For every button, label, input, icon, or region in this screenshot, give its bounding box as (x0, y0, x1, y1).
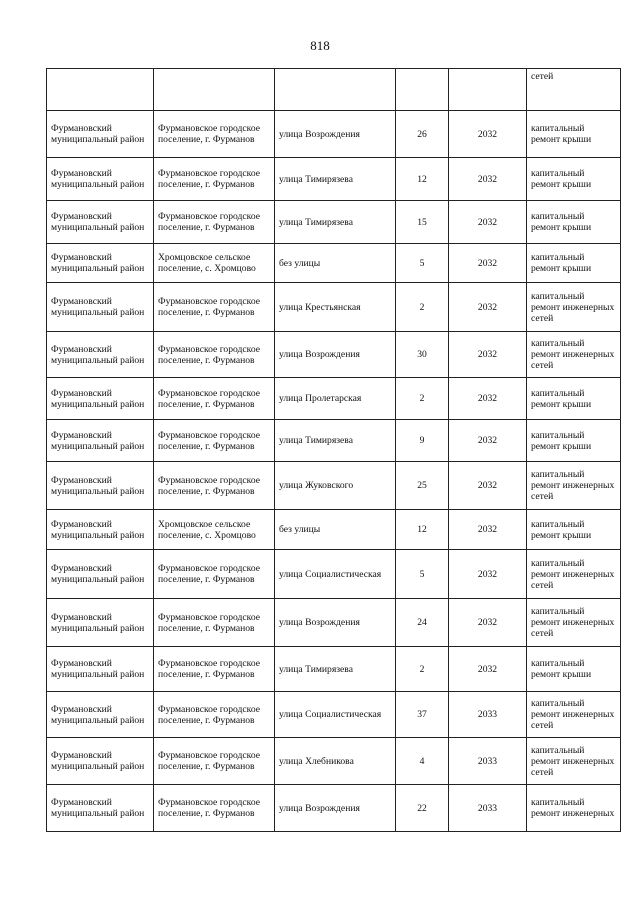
cell-work: капитальный ремонт инженерных сетей (527, 283, 621, 332)
cell-work: капитальный ремонт инженерных сетей (527, 550, 621, 599)
cell-settlement: Фурмановское городское поселение, г. Фурманов (154, 158, 275, 201)
cell-work-text: сетей (531, 71, 554, 82)
cell-settlement: Фурмановское городское поселение, г. Фурманов (154, 738, 275, 785)
cell-district: Фурмановский муниципальный район (47, 111, 154, 158)
cell-district: Фурмановский муниципальный район (47, 378, 154, 420)
cell-house (396, 69, 449, 111)
cell-work: капитальный ремонт инженерных сетей (527, 462, 621, 510)
cell-settlement: Фурмановское городское поселение, г. Фурманов (154, 462, 275, 510)
table-row (47, 692, 621, 738)
cell-district: Фурмановский муниципальный район (47, 201, 154, 244)
cell-year: 2032 (449, 244, 527, 283)
cell-settlement: Хромцовское сельское поселение, с. Хромцово (154, 244, 275, 283)
cell-street: без улицы (275, 244, 396, 283)
cell-district: Фурмановский муниципальный район (47, 692, 154, 738)
table-row (47, 785, 621, 832)
cell-street: улица Возрождения (275, 332, 396, 378)
cell-district: Фурмановский муниципальный район (47, 550, 154, 599)
cell-street: улица Пролетарская (275, 378, 396, 420)
table-row (47, 283, 621, 332)
cell-year: 2032 (449, 158, 527, 201)
cell-district: Фурмановский муниципальный район (47, 332, 154, 378)
cell-work: капитальный ремонт инженерных сетей (527, 738, 621, 785)
cell-street: улица Возрождения (275, 785, 396, 832)
table-row (47, 378, 621, 420)
cell-work: капитальный ремонт инженерных (527, 785, 621, 832)
table-row (47, 332, 621, 378)
table-row (47, 420, 621, 462)
table-row (47, 738, 621, 785)
cell-year: 2033 (449, 692, 527, 738)
cell-district: Фурмановский муниципальный район (47, 244, 154, 283)
cell-year: 2032 (449, 283, 527, 332)
table-row (47, 599, 621, 647)
cell-street: улица Социалистическая (275, 550, 396, 599)
cell-street: улица Тимирязева (275, 201, 396, 244)
cell-house: 22 (396, 785, 449, 832)
cell-street: улица Хлебникова (275, 738, 396, 785)
cell-house: 2 (396, 283, 449, 332)
cell-work (527, 69, 621, 111)
cell-district: Фурмановский муниципальный район (47, 785, 154, 832)
cell-settlement: Фурмановское городское поселение, г. Фурманов (154, 647, 275, 692)
cell-district: Фурмановский муниципальный район (47, 738, 154, 785)
cell-year: 2032 (449, 420, 527, 462)
cell-house: 15 (396, 201, 449, 244)
cell-work: капитальный ремонт крыши (527, 647, 621, 692)
cell-house: 12 (396, 510, 449, 550)
table-body (47, 69, 621, 832)
cell-district: Фурмановский муниципальный район (47, 510, 154, 550)
cell-year: 2032 (449, 462, 527, 510)
cell-settlement: Хромцовское сельское поселение, с. Хромцово (154, 510, 275, 550)
cell-street: улица Тимирязева (275, 158, 396, 201)
cell-house: 24 (396, 599, 449, 647)
cell-house: 9 (396, 420, 449, 462)
cell-work: капитальный ремонт крыши (527, 111, 621, 158)
cell-house: 12 (396, 158, 449, 201)
cell-settlement: Фурмановское городское поселение, г. Фурманов (154, 550, 275, 599)
cell-year: 2032 (449, 510, 527, 550)
cell-house: 5 (396, 550, 449, 599)
cell-settlement: Фурмановское городское поселение, г. Фурманов (154, 692, 275, 738)
table-row (47, 647, 621, 692)
cell-year: 2032 (449, 599, 527, 647)
cell-house: 30 (396, 332, 449, 378)
cell-house: 4 (396, 738, 449, 785)
cell-settlement: Фурмановское городское поселение, г. Фурманов (154, 378, 275, 420)
cell-street: улица Жуковского (275, 462, 396, 510)
cell-district: Фурмановский муниципальный район (47, 283, 154, 332)
cell-street (275, 69, 396, 111)
cell-work: капитальный ремонт крыши (527, 201, 621, 244)
cell-settlement: Фурмановское городское поселение, г. Фурманов (154, 201, 275, 244)
cell-work: капитальный ремонт крыши (527, 244, 621, 283)
cell-house: 25 (396, 462, 449, 510)
cell-house: 2 (396, 647, 449, 692)
cell-year: 2032 (449, 647, 527, 692)
cell-settlement: Фурмановское городское поселение, г. Фурманов (154, 111, 275, 158)
cell-settlement (154, 69, 275, 111)
cell-house: 5 (396, 244, 449, 283)
cell-district: Фурмановский муниципальный район (47, 647, 154, 692)
cell-year: 2033 (449, 738, 527, 785)
cell-street: улица Возрождения (275, 599, 396, 647)
cell-year (449, 69, 527, 111)
table-row (47, 462, 621, 510)
cell-district: Фурмановский муниципальный район (47, 158, 154, 201)
cell-year: 2032 (449, 550, 527, 599)
cell-year: 2033 (449, 785, 527, 832)
page-number: 818 (310, 38, 330, 53)
cell-settlement: Фурмановское городское поселение, г. Фурманов (154, 599, 275, 647)
cell-settlement: Фурмановское городское поселение, г. Фурманов (154, 283, 275, 332)
cell-street: без улицы (275, 510, 396, 550)
cell-district: Фурмановский муниципальный район (47, 420, 154, 462)
cell-house: 2 (396, 378, 449, 420)
table-row (47, 111, 621, 158)
cell-settlement: Фурмановское городское поселение, г. Фурманов (154, 785, 275, 832)
cell-year: 2032 (449, 332, 527, 378)
cell-work: капитальный ремонт инженерных сетей (527, 599, 621, 647)
cell-year: 2032 (449, 201, 527, 244)
cell-year: 2032 (449, 111, 527, 158)
cell-year: 2032 (449, 378, 527, 420)
cell-work: капитальный ремонт инженерных сетей (527, 692, 621, 738)
cell-street: улица Возрождения (275, 111, 396, 158)
cell-work: капитальный ремонт инженерных сетей (527, 332, 621, 378)
cell-district: Фурмановский муниципальный район (47, 599, 154, 647)
cell-district: Фурмановский муниципальный район (47, 462, 154, 510)
cell-street: улица Тимирязева (275, 647, 396, 692)
table-row (47, 244, 621, 283)
cell-work: капитальный ремонт крыши (527, 158, 621, 201)
table-row (47, 550, 621, 599)
table-row (47, 158, 621, 201)
cell-work: капитальный ремонт крыши (527, 510, 621, 550)
table-row (47, 201, 621, 244)
cell-street: улица Социалистическая (275, 692, 396, 738)
cell-work: капитальный ремонт крыши (527, 420, 621, 462)
cell-settlement: Фурмановское городское поселение, г. Фурманов (154, 332, 275, 378)
cell-settlement: Фурмановское городское поселение, г. Фурманов (154, 420, 275, 462)
housing-repair-table (46, 68, 621, 832)
table-row (47, 510, 621, 550)
cell-district (47, 69, 154, 111)
table-row-continuation (47, 69, 621, 111)
cell-street: улица Тимирязева (275, 420, 396, 462)
cell-house: 37 (396, 692, 449, 738)
cell-house: 26 (396, 111, 449, 158)
cell-work: капитальный ремонт крыши (527, 378, 621, 420)
cell-street: улица Крестьянская (275, 283, 396, 332)
